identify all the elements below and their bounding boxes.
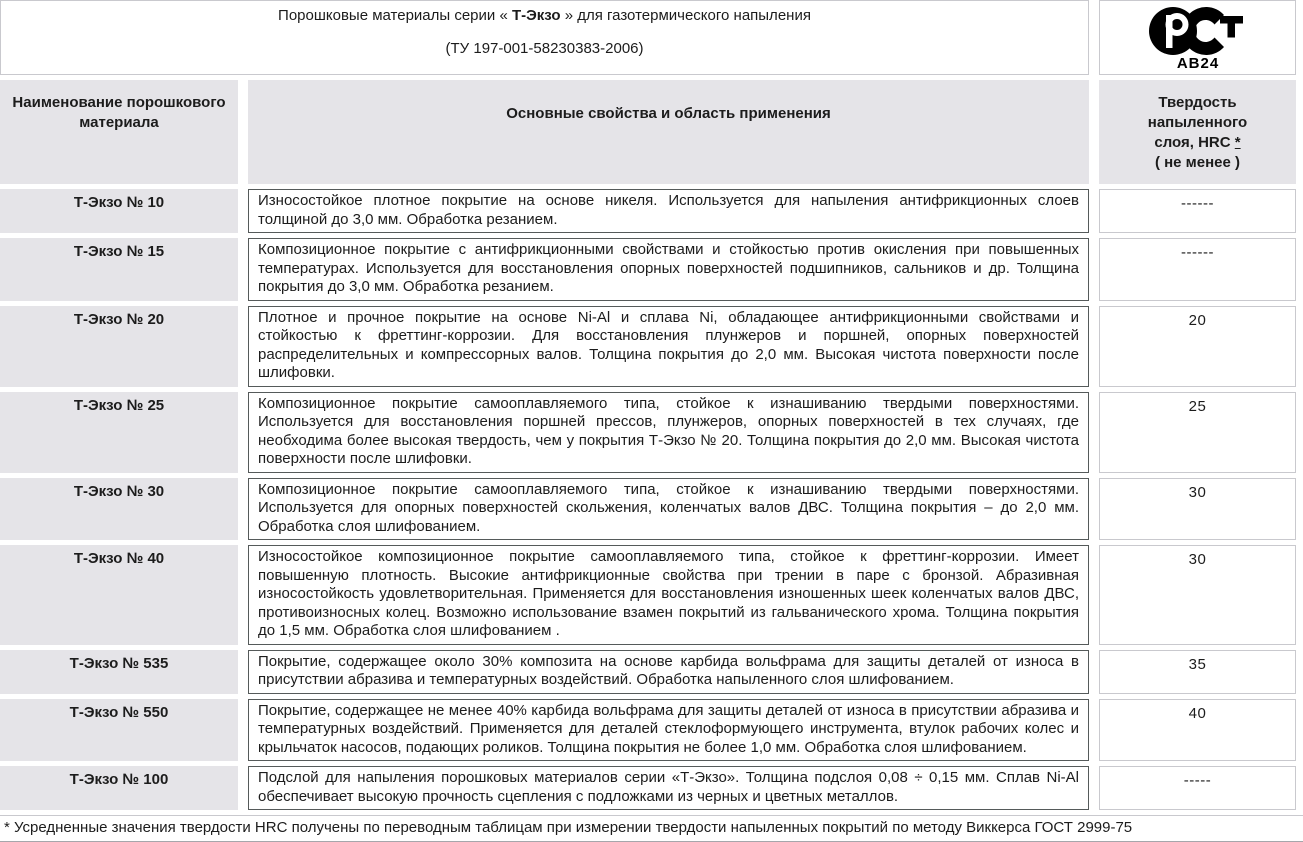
column-header-properties: Основные свойства и область применения	[248, 80, 1089, 184]
hardness-header-line1: Твердость напыленного	[1147, 94, 1248, 131]
material-hardness: 35	[1099, 650, 1296, 694]
material-description: Подслой для напыления порошковых материалов серии «Т-Экзо». Толщина подслоя 0,08 ÷ 0,15 мм. Сплав Ni-Al обеспечивает высокую прочность сцепления с подложками из черных и цветных металлов.	[248, 766, 1089, 810]
footnote-row: * Усредненные значения твердости HRC получены по переводным таблицам при измерении твердости напыленных покрытий по методу Виккерса ГОСТ 2999-75	[0, 815, 1303, 842]
material-name: Т-Экзо № 550	[0, 699, 238, 762]
material-name: Т-Экзо № 30	[0, 478, 238, 541]
hardness-header-line2: слоя, HRC *	[1154, 134, 1241, 151]
material-name: Т-Экзо № 25	[0, 392, 238, 473]
material-hardness: 30	[1099, 478, 1296, 541]
material-hardness: 40	[1099, 699, 1296, 762]
column-header-hardness	[1099, 80, 1296, 184]
material-name: Т-Экзо № 15	[0, 238, 238, 301]
material-hardness: ------	[1099, 238, 1296, 301]
column-header-material: Наименование порошкового материала	[0, 80, 238, 184]
material-name: Т-Экзо № 100	[0, 766, 238, 810]
material-name: Т-Экзо № 40	[0, 545, 238, 645]
page-title-line1	[1, 7, 1088, 25]
material-description: Покрытие, содержащее не менее 40% карбида вольфрама для защиты деталей от износа в присутствии абразива и температурных воздействий. Применяется для деталей стеклоформующего инструмента, втулок рабочих колес и крыльчаток насосов, подающих роликов. Толщина покрытия не более 1,0 мм. Обработка слоя шлифованием.	[248, 699, 1089, 762]
title-prefix: Порошковые материалы серии «	[278, 7, 512, 24]
logo-code: АВ24	[1176, 54, 1219, 71]
material-description: Композиционное покрытие самооплавляемого типа, стойкое к изнашиванию твердыми поверхностями. Используется для опорных поверхностей скольжения, коленчатых валов ДВС. Толщина покрытия – до 2,0 мм. Обработка слоя шлифованием.	[248, 478, 1089, 541]
title-brand: Т-Экзо	[511, 7, 561, 24]
page-title	[0, 0, 1089, 75]
material-name: Т-Экзо № 20	[0, 306, 238, 387]
material-hardness: ------	[1099, 189, 1296, 233]
title-suffix: » для газотермического напыления	[560, 7, 811, 24]
material-name: Т-Экзо № 535	[0, 650, 238, 694]
material-hardness: 20	[1099, 306, 1296, 387]
material-description: Покрытие, содержащее около 30% композита на основе карбида вольфрама для защиты деталей от износа в присутствии абразива и температурных воздействий. Обработка напыленного слоя шлифованием.	[248, 650, 1089, 694]
material-description: Износостойкое композиционное покрытие самооплавляемого типа, стойкое к фреттинг-коррозии. Имеет повышенную плотность. Высокие антифрикционные свойства при трении в паре с бронзой. Абразивная износостойкость удовлетворительная. Применяется для восстановления изношенных шеек коленчатых валов ДВС, противоизносных колец. Возможно использование взамен покрытий из гальванического хрома. Толщина покрытия до 1,5 мм. Обработка слоя шлифованием .	[248, 545, 1089, 645]
footnote-asterisk-link[interactable]: *	[1234, 134, 1241, 151]
material-hardness: 25	[1099, 392, 1296, 473]
certification-logo-cell	[1099, 0, 1296, 75]
hardness-header-line3: ( не менее )	[1154, 154, 1241, 171]
material-hardness: 30	[1099, 545, 1296, 645]
material-description: Плотное и прочное покрытие на основе Ni-Al и сплава Ni, обладающее антифрикционными свойствами и стойкостью к фреттинг-коррозии. Для восстановления плунжеров и поршней, опорных поверхностей распределительных и компрессорных валов. Толщина покрытия до 2,0 мм. Высокая чистота поверхности после шлифовки.	[248, 306, 1089, 387]
page-subtitle: (ТУ 197-001-58230383-2006)	[445, 40, 644, 57]
material-description: Износостойкое плотное покрытие на основе никеля. Используется для напыления антифрикционных слоев толщиной до 3,0 мм. Обработка резанием.	[248, 189, 1089, 233]
material-name: Т-Экзо № 10	[0, 189, 238, 233]
material-hardness: -----	[1099, 766, 1296, 810]
material-description: Композиционное покрытие с антифрикционными свойствами и стойкостью против окисления при повышенных температурах. Используется для восстановления опорных поверхностей подшипников, сальников и др. Толщина покрытия до 3,0 мм. Обработка резанием.	[248, 238, 1089, 301]
material-description: Композиционное покрытие самооплавляемого типа, стойкое к изнашиванию твердыми поверхностями. Используется для восстановления поршней прессов, плунжеров, опорных поверхностей в тех случаях, где необходима более высокая твердость, чем у покрытия Т-Экзо № 20. Толщина покрытия до 2,0 мм. Высокая чистота поверхности после шлифовки.	[248, 392, 1089, 473]
rst-certification-icon	[1146, 5, 1250, 71]
